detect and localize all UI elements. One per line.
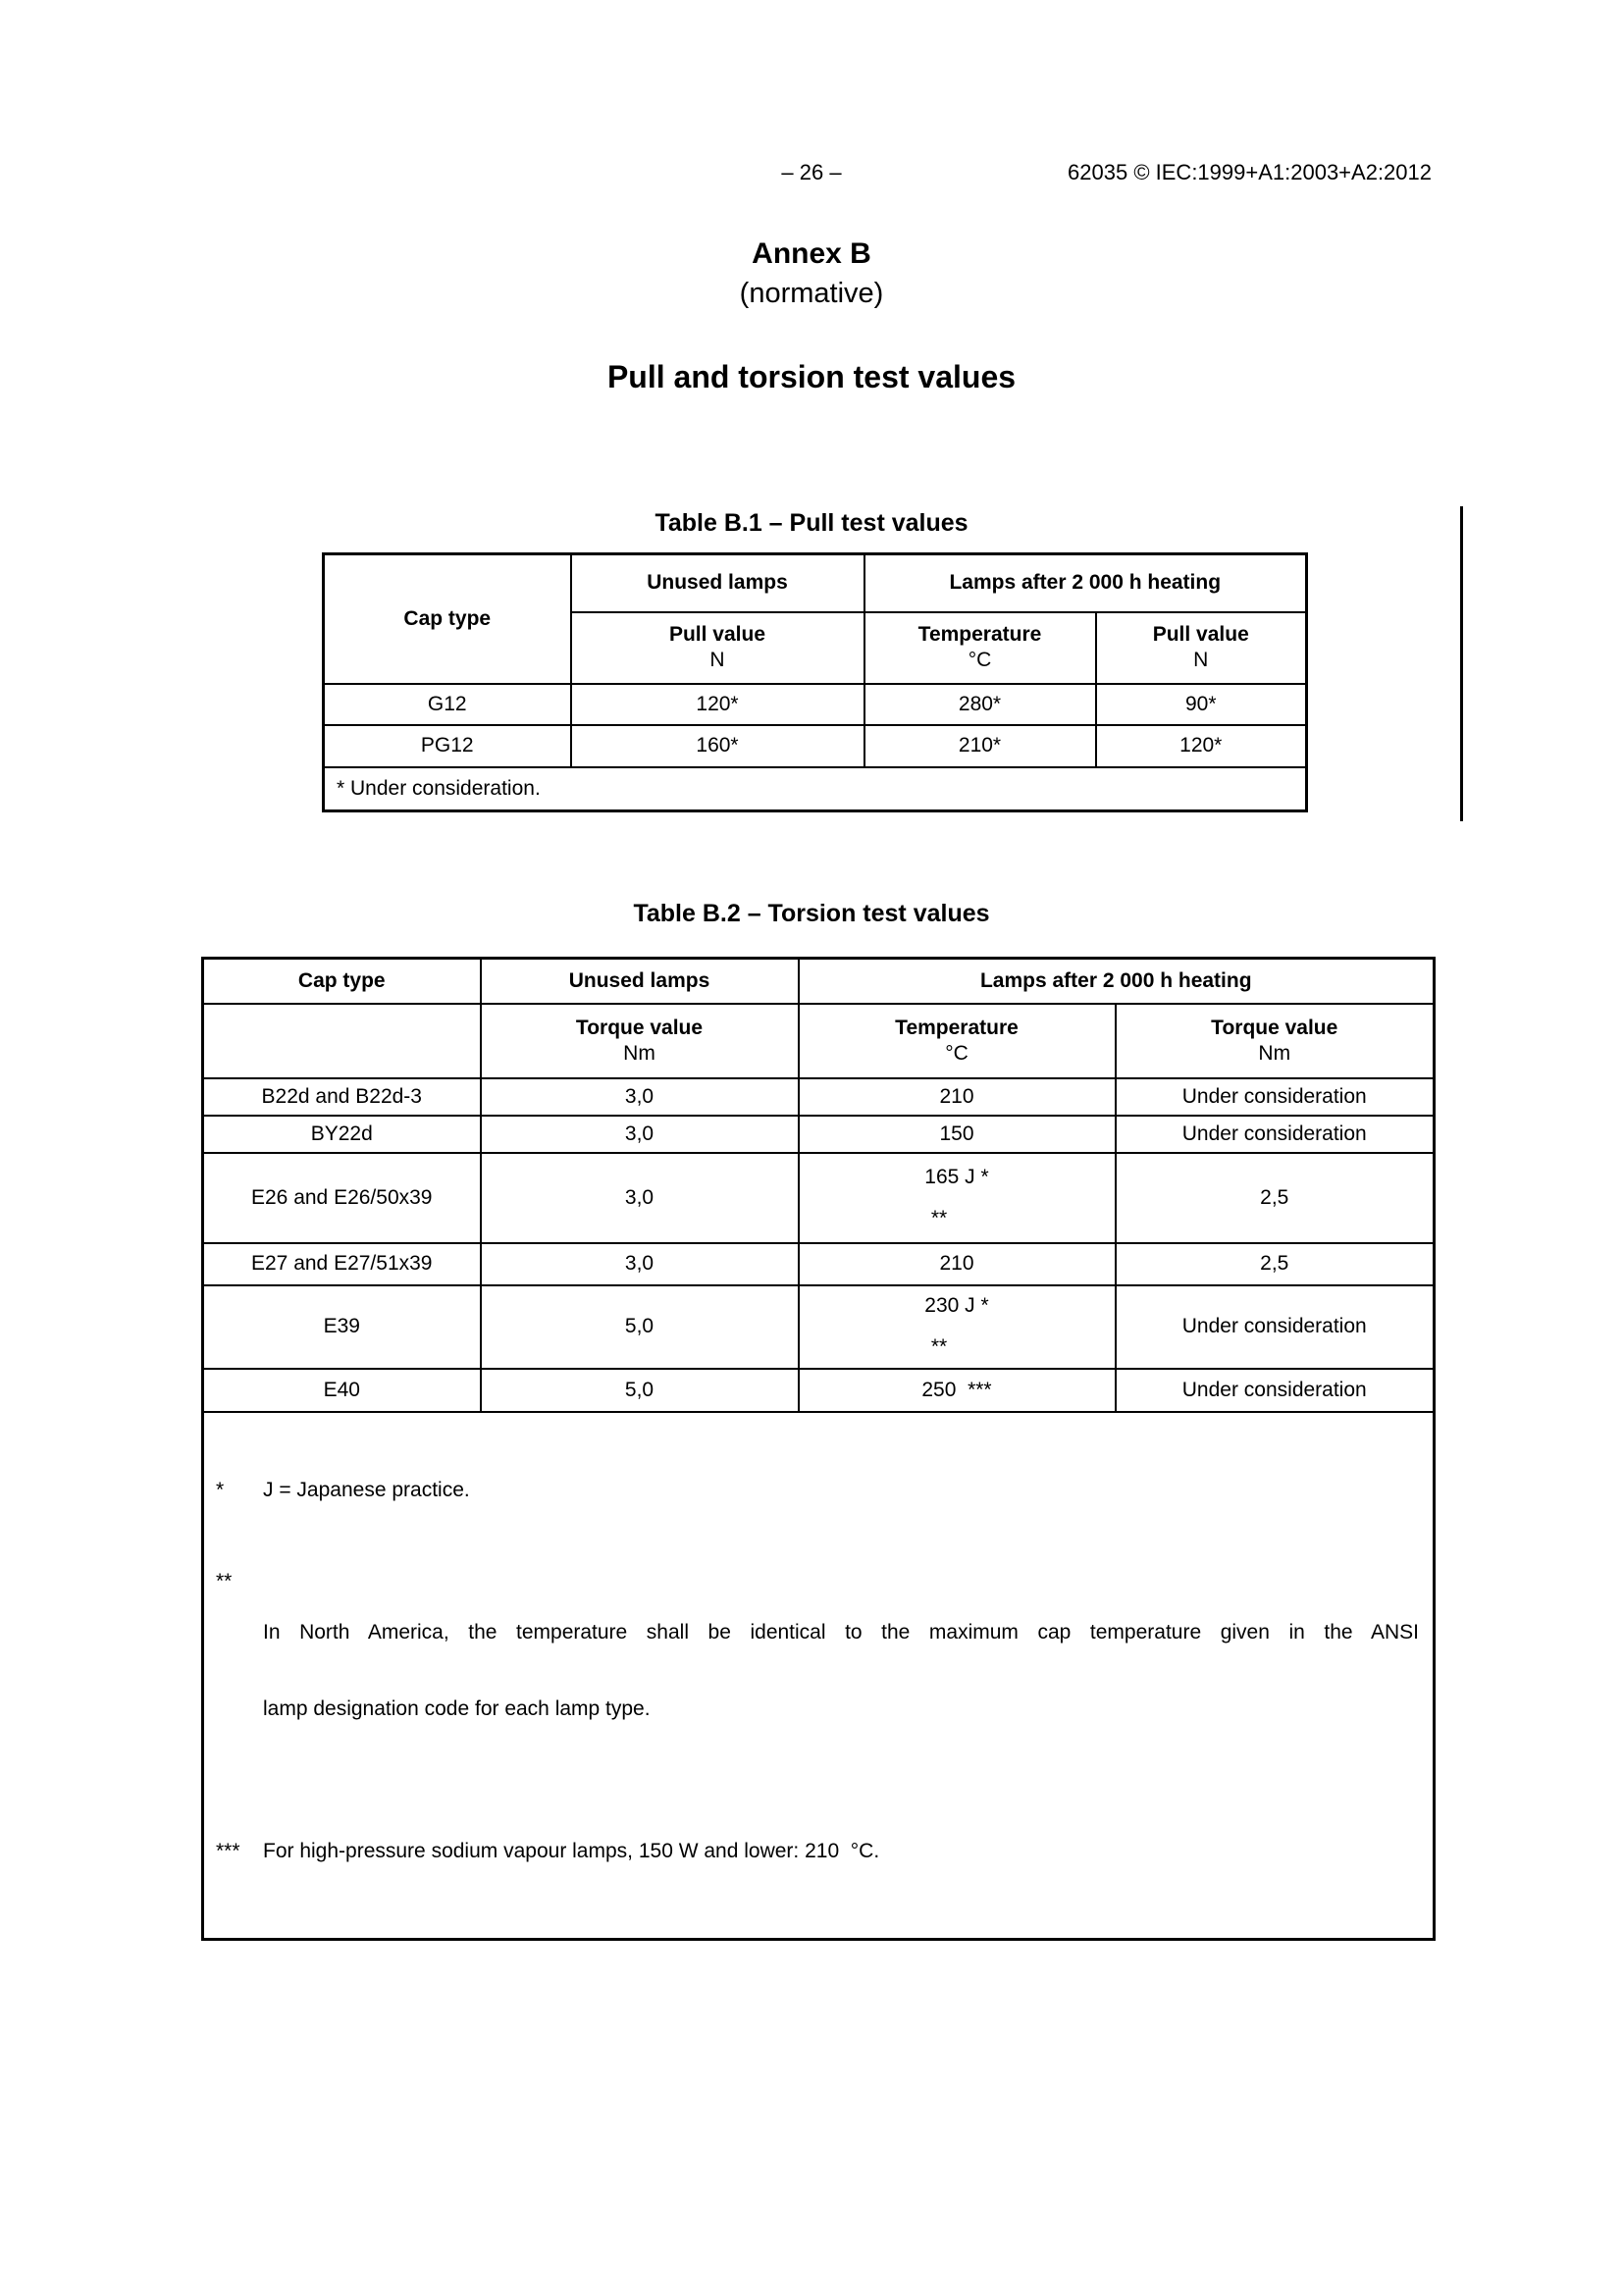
footnote-text: For high-pressure sodium vapour lamps, 150 W and lower: 210 °C. <box>263 1839 880 1862</box>
torque-value-cell: 2,5 <box>1116 1153 1435 1243</box>
footnote-japanese-practice <box>216 1478 1419 1503</box>
temperature-header: Temperature °C <box>864 612 1096 684</box>
temperature-cell: 210 <box>799 1078 1116 1116</box>
heated-lamps-header: Lamps after 2 000 h heating <box>799 959 1435 1004</box>
temperature-cell: 165 J * ** <box>799 1153 1116 1243</box>
annex-normative-label: (normative) <box>739 278 884 309</box>
unused-lamps-header: Unused lamps <box>571 554 864 612</box>
table-b1-title: Table B.1 – Pull test values <box>654 509 969 537</box>
table-header-row <box>324 554 1307 612</box>
pull-test-table <box>322 552 1308 812</box>
cap-type-cell: PG12 <box>324 725 571 767</box>
torque-value-cell: Under consideration <box>1116 1078 1435 1116</box>
footnote-sodium-vapour <box>216 1839 1419 1864</box>
cap-type-cell: E26 and E26/50x39 <box>203 1153 481 1243</box>
torque-value-cell: 3,0 <box>481 1078 799 1116</box>
pull-value-cell: 90* <box>1096 684 1307 725</box>
page-number: – 26 – <box>781 160 842 184</box>
torque-value-cell: Under consideration <box>1116 1369 1435 1412</box>
table-row <box>324 725 1307 767</box>
table-footnote-row <box>324 767 1307 811</box>
table-b2-footnotes <box>203 1412 1435 1940</box>
heated-lamps-header: Lamps after 2 000 h heating <box>864 554 1307 612</box>
cap-type-cell: E40 <box>203 1369 481 1412</box>
pull-value-cell: 120* <box>1096 725 1307 767</box>
pull-value-cell: 120* <box>571 684 864 725</box>
temperature-cell: 150 <box>799 1116 1116 1153</box>
torque-value-heated-header: Torque value Nm <box>1116 1004 1435 1078</box>
cap-type-cell: G12 <box>324 684 571 725</box>
footnote-marker: ** <box>930 1335 948 1358</box>
pull-value-unused-header: Pull value N <box>571 612 864 684</box>
table-b1-footnote: * Under consideration. <box>324 767 1307 811</box>
cap-type-cell: BY22d <box>203 1116 481 1153</box>
table-b2-title: Table B.2 – Torsion test values <box>633 900 990 927</box>
temperature-header: Temperature °C <box>799 1004 1116 1078</box>
temperature-cell: 250 *** <box>799 1369 1116 1412</box>
page-header <box>0 160 1623 189</box>
table-footnotes-row <box>203 1412 1435 1940</box>
temperature-cell: 280* <box>864 684 1096 725</box>
cap-type-header: Cap type <box>324 554 571 684</box>
pull-value-cell: 160* <box>571 725 864 767</box>
footnote-north-america <box>216 1569 1419 1773</box>
cap-type-cell: E39 <box>203 1285 481 1369</box>
cap-type-header: Cap type <box>203 959 481 1004</box>
footnote-text: In North America, the temperature shall be identical to the maximum cap temperature given in the ANSI lamp designation code for each lamp type. <box>263 1620 1419 1720</box>
table-row <box>203 1116 1435 1153</box>
table-subheader-row <box>203 1004 1435 1078</box>
footnote-marker: ** <box>216 1569 233 1592</box>
torque-value-unused-header: Torque value Nm <box>481 1004 799 1078</box>
document-reference: 62035 © IEC:1999+A1:2003+A2:2012 <box>1068 160 1432 184</box>
footnote-marker: * <box>216 1478 225 1501</box>
table-row <box>203 1078 1435 1116</box>
temperature-cell: 210 <box>799 1243 1116 1285</box>
torque-value-cell: 3,0 <box>481 1116 799 1153</box>
annex-title: Annex B <box>752 237 871 270</box>
torque-value-cell: 3,0 <box>481 1243 799 1285</box>
torque-value-cell: 3,0 <box>481 1153 799 1243</box>
section-title: Pull and torsion test values <box>606 359 1017 394</box>
temperature-cell: 230 J * ** <box>799 1285 1116 1369</box>
torque-value-cell: Under consideration <box>1116 1285 1435 1369</box>
torque-value-cell: 5,0 <box>481 1369 799 1412</box>
footnote-text: J = Japanese practice. <box>263 1478 470 1501</box>
torque-value-cell: Under consideration <box>1116 1116 1435 1153</box>
temperature-cell: 210* <box>864 725 1096 767</box>
table-header-row <box>203 959 1435 1004</box>
unused-lamps-header: Unused lamps <box>481 959 799 1004</box>
torsion-test-table <box>201 957 1436 1941</box>
revision-change-bar <box>1460 506 1463 821</box>
table-row <box>203 1285 1435 1369</box>
cap-type-cell: E27 and E27/51x39 <box>203 1243 481 1285</box>
cap-type-cell: B22d and B22d-3 <box>203 1078 481 1116</box>
torque-value-cell: 5,0 <box>481 1285 799 1369</box>
footnote-marker: *** <box>216 1839 240 1862</box>
empty-header-cell <box>203 1004 481 1078</box>
table-row <box>203 1243 1435 1285</box>
table-row <box>324 684 1307 725</box>
table-row <box>203 1153 1435 1243</box>
footnote-marker: ** <box>930 1206 948 1229</box>
pull-value-heated-header: Pull value N <box>1096 612 1307 684</box>
table-row <box>203 1369 1435 1412</box>
torque-value-cell: 2,5 <box>1116 1243 1435 1285</box>
